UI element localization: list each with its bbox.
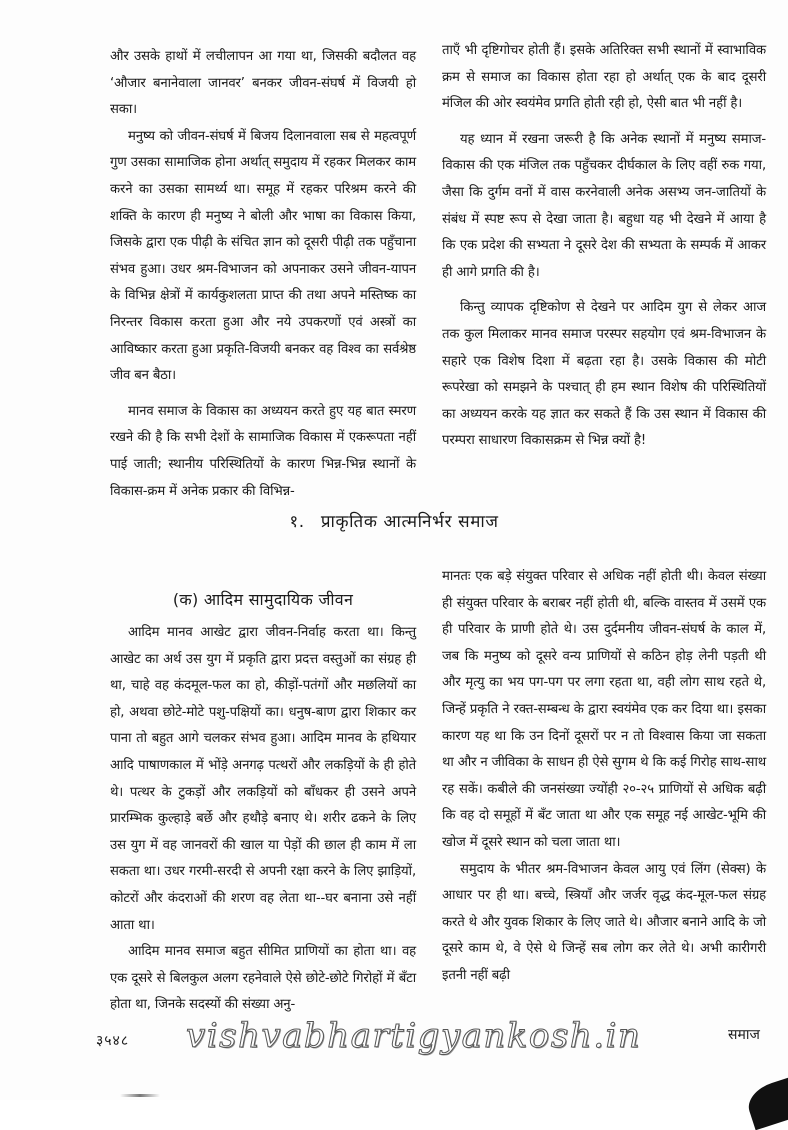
section-title: प्राकृतिक आत्मनिर्भर समाज bbox=[320, 512, 499, 532]
paragraph: ताएँ भी दृष्टिगोचर होती हैं। इसके अतिरिक्त सभी स्थानों में स्वाभाविक क्रम से समाज का विकास होता रहा हो अर्थात् एक के बाद दूसरी मंजिल की ओर स्वयंमेव प्रगति होती रही हो, ऐसी बात भी नहीं है। bbox=[442, 43, 766, 112]
paragraph: यह ध्यान में रखना जरूरी है कि अनेक स्थानों में मनुष्य समाज-विकास की एक मंजिल तक पहुँचकर दीर्घकाल के लिए वहीं रुक गया, जैसा कि दुर्गम वनों में वास करनेवाली अनेक असभ्य जन-जातियों के संबंध में स्पष्ट रूप से देखा जाता है। बहुधा यह भी देखने में आया है कि एक प्रदेश की सभ्यता ने दूसरे देश की सभ्यता के सम्पर्क में आकर ही आगे प्रगति की है। bbox=[442, 131, 766, 280]
scan-artifact bbox=[120, 1094, 160, 1097]
column-top-left bbox=[110, 44, 416, 505]
running-title: समाज bbox=[728, 1027, 760, 1043]
watermark: vishvabhartigyankosh.in bbox=[186, 1016, 642, 1056]
paragraph: समुदाय के भीतर श्रम-विभाजन केवल आयु एवं लिंग (सेक्स) के आधार पर ही था। बच्चे, स्त्रियाँ और जर्जर वृद्ध कंद-मूल-फल संग्रह करते थे और युवक शिकार के लिए जाते थे। औजार बनाने आदि के जो दूसरे काम थे, वे ऐसे थे जिन्हें सब लोग कर लेते थे। अभी कारीगरी इतनी नहीं बढ़ी bbox=[442, 861, 766, 983]
paragraph: मानव समाज के विकास का अध्ययन करते हुए यह बात स्मरण रखने की है कि सभी देशों के सामाजिक विकास में एकरूपता नहीं पाई जाती; स्थानीय परिस्थितियों के कारण भिन्न-भिन्न स्थानों के विकास-क्रम में अनेक प्रकार की विभिन्न- bbox=[110, 403, 416, 499]
paragraph: मानतः एक बड़े संयुक्त परिवार से अधिक नहीं होती थी। केवल संख्या ही संयुक्त परिवार के बराबर नहीं होती थी, बल्कि वास्तव में उसमें एक ही परिवार के प्राणी होते थे। उस दुर्दमनीय जीवन-संघर्ष के काल में, जब कि मनुष्य को दूसरे वन्य प्राणियों से कठिन होड़ लेनी पड़ती थी और मृत्यु का भय पग-पग पर लगा रहता था, वही लोग साथ रहते थे, जिन्हें प्रकृति ने रक्त-सम्बन्ध के द्वारा स्वयंमेव एक कर दिया था। इसका कारण यह था कि उन दिनों दूसरों पर न तो विश्वास किया जा सकता था और न जीविका के साधन ही ऐसे सुगम थे कि कई गिरोह साथ-साथ रह सकें। कबीले की जनसंख्या ज्योंही २०-२५ प्राणियों से अधिक बढ़ी कि वह दो समूहों में बँट जाता था और एक समूह नई आखेट-भूमि की खोज में दूसरे स्थान को चला जाता था। bbox=[442, 569, 766, 850]
paragraph: आदिम मानव आखेट द्वारा जीवन-निर्वाह करता था। किन्तु आखेट का अर्थ उस युग में प्रकृति द्वारा प्रदत्त वस्तुओं का संग्रह ही था, चाहे वह कंदमूल-फल का हो, कीड़ों-पतंगों और मछलियों का हो, अथवा छोटे-मोटे पशु-पक्षियों का। धनुष-बाण द्वारा शिकार कर पाना तो बहुत आगे चलकर संभव हुआ। आदिम मानव के हथियार आदि पाषाणकाल में भोंड़े अनगढ़ पत्थरों और लकड़ियों के ही होते थे। पत्थर के टुकड़ों और लकड़ियों को बाँधकर ही उसने अपने प्रारम्भिक कुल्हाड़े बर्छे और हथौड़े बनाए थे। शरीर ढकने के लिए उस युग में वह जानवरों की खाल या पेड़ों की छाल ही काम में ला सकता था। उधर गरमी-सरदी से अपनी रक्षा करने के लिए झाड़ियों, कोटरों और कंदराओं की शरण वह लेता था--घर बनाना उसे नहीं आता था। bbox=[110, 625, 416, 933]
paragraph: किन्तु व्यापक दृष्टिकोण से देखने पर आदिम युग से लेकर आज तक कुल मिलाकर मानव समाज परस्पर सहयोग एवं श्रम-विभाजन के सहारे एक विशेष दिशा में बढ़ता रहा है। उसके विकास की मोटी रूपरेखा को समझने के पश्चात् ही हम स्थान विशेष की परिस्थितियों का अध्ययन करके यह ज्ञात कर सकते हैं कि उस स्थान में विकास की परम्परा साधारण विकासक्रम से भिन्न क्यों है! bbox=[442, 300, 766, 449]
sub-heading: (क) आदिम सामुदायिक जीवन bbox=[172, 590, 354, 609]
column-top-right bbox=[442, 38, 766, 455]
section-heading bbox=[0, 509, 788, 532]
scan-corner-shadow bbox=[743, 1074, 788, 1130]
paragraph: और उसके हाथों में लचीलापन आ गया था, जिसकी बदौलत वह ‘औजार बनानेवाला जानवर’ बनकर जीवन-संघर्ष में विजयी हो सका। bbox=[110, 49, 416, 118]
paragraph: मनुष्य को जीवन-संघर्ष में बिजय दिलानवाला सब से महत्वपूर्ण गुण उसका सामाजिक होना अर्थात् समुदाय में रहकर मिलकर काम करने का उसका सामर्थ्य था। समूह में रहकर परिश्रम करने की शक्ति के कारण ही मनुष्य ने बोली और भाषा का विकास किया, जिसके द्वारा एक पीढ़ी के संचित ज्ञान को दूसरी पीढ़ी तक पहुँचाना संभव हुआ। उधर श्रम-विभाजन को अपनाकर उसने जीवन-यापन के विभिन्न क्षेत्रों में कार्यकुशलता प्राप्त की तथा अपने मस्तिष्क का निरन्तर विकास करता हुआ और नये उपकरणों एवं अस्त्रों का आविष्कार करता हुआ प्रकृति-विजयी बनकर वह विश्व का सर्वश्रेष्ठ जीव बन बैठा। bbox=[110, 128, 416, 384]
column-bottom-right bbox=[442, 564, 766, 990]
section-number: १. bbox=[289, 512, 305, 532]
paragraph: आदिम मानव समाज बहुत सीमित प्राणियों का होता था। वह एक दूसरे से बिलकुल अलग रहनेवाले ऐसे छोटे-छोटे गिरोहों में बँटा होता था, जिनके सदस्यों की संख्या अनु- bbox=[110, 944, 416, 1013]
column-bottom-left bbox=[110, 620, 416, 1019]
page-number: ३५४८ bbox=[96, 1033, 130, 1049]
